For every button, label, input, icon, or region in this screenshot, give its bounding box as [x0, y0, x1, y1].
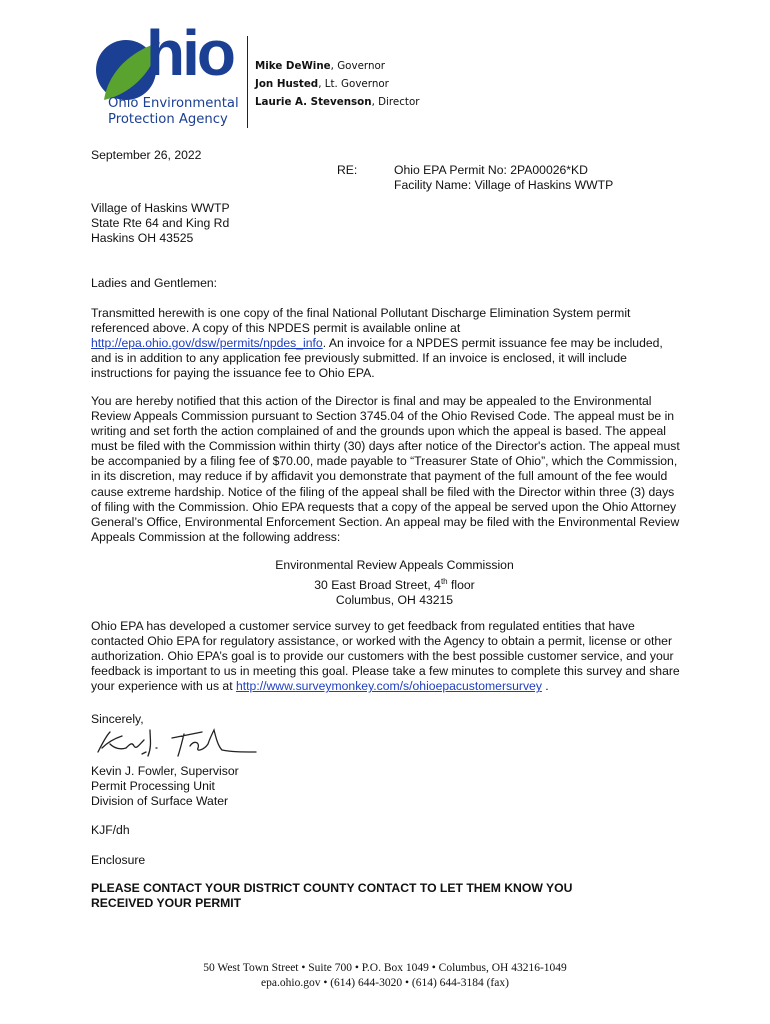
officials-list: [255, 57, 419, 111]
commission-city: Columbus, OH 43215: [335, 593, 454, 608]
logo-subtitle-line2: Protection Agency: [108, 112, 228, 127]
closing: Sincerely,: [91, 712, 144, 726]
recipient-address: [91, 201, 230, 246]
official-lt-governor: Jon Husted, Lt. Governor: [255, 78, 389, 90]
npdes-info-link[interactable]: http://epa.ohio.gov/dsw/permits/npdes_info: [91, 336, 323, 351]
ohio-epa-logo: [88, 17, 248, 130]
commission-address: [91, 558, 698, 609]
signer-unit: Permit Processing Unit: [91, 779, 215, 793]
official-director: Laurie A. Stevenson, Director: [255, 96, 420, 108]
enclosure: Enclosure: [91, 853, 146, 867]
survey-link[interactable]: http://www.surveymonkey.com/s/ohioepacustomersurvey: [235, 679, 542, 694]
logo-wordmark: hio: [146, 17, 233, 89]
commission-street: 30 East Broad Street, 4th floor: [314, 576, 475, 592]
address-line: Haskins OH 43525: [91, 231, 194, 245]
facility-name: Facility Name: Village of Haskins WWTP: [394, 178, 614, 192]
signer-name: Kevin J. Fowler, Supervisor: [91, 764, 239, 778]
paragraph-permit-transmittal: Transmitted herewith is one copy of the final National Pollutant Discharge Elimination System permit referenced above. A copy of this NPDES permit is available online at http://epa.ohio.gov/dsw/permits/npdes_info. An invoice for a NPDES permit issuance fee may be included, and is in addition to any application fee previously submitted. If an invoice is enclosed, it will include instructions for paying the issuance fee to Ohio EPA.: [91, 306, 663, 381]
handwritten-signature: [92, 722, 262, 762]
initials: KJF/dh: [91, 823, 130, 837]
contact-notice: PLEASE CONTACT YOUR DISTRICT COUNTY CONTACT TO LET THEM KNOW YOU RECEIVED YOUR PERMIT: [91, 881, 573, 910]
footer-address: 50 West Town Street • Suite 700 • P.O. Box 1049 • Columbus, OH 43216-1049: [203, 962, 567, 974]
salutation: Ladies and Gentlemen:: [91, 276, 218, 290]
address-line: State Rte 64 and King Rd: [91, 216, 230, 230]
footer: [0, 961, 770, 991]
header-divider: [247, 36, 248, 128]
official-governor: Mike DeWine, Governor: [255, 60, 386, 72]
re-details: [394, 163, 613, 193]
paragraph-survey: Ohio EPA has developed a customer service survey to get feedback from regulated entities that have contacted Ohio EPA for regulatory assistance, or worked with the Agency to obtain a permit, license or other authorization. Ohio EPA’s goal is to provide our customers with the best possible customer service, and your feedback is important to us in meeting this goal. Please take a few minutes to complete this survey and share your experience with us at http://www.surveymonkey.com/s/ohioepacustomersurvey .: [91, 619, 680, 694]
signer-block: [91, 764, 239, 809]
re-label: RE:: [337, 163, 358, 177]
letter-date: September 26, 2022: [91, 148, 202, 162]
address-line: Village of Haskins WWTP: [91, 201, 230, 215]
commission-name: Environmental Review Appeals Commission: [275, 558, 514, 572]
signer-division: Division of Surface Water: [91, 794, 229, 808]
paragraph-appeal-notice: You are hereby notified that this action of the Director is final and may be appealed to the Environmental Review Appeals Commission pursuant to Section 3745.04 of the Ohio Revised Code. The appeal must be in writing and set forth the action complained of and the grounds upon which the appeal is based. The appeal must be filed with the Commission within thirty (30) days after notice of the Director's action. The appeal must be accompanied by a filing fee of $70.00, made payable to “Treasurer State of Ohio”, which the Commission, in its discretion, may reduce if by affidavit you demonstrate that payment of the full amount of the fee would cause extreme hardship. Notice of the filing of the appeal shall be filed with the Director within three (3) days of filing with the Commission. Ohio EPA requests that a copy of the appeal be served upon the Ohio Attorney General’s Office, Environmental Enforcement Section. An appeal may be filed with the Environmental Review Appeals Commission at the following address:: [91, 394, 680, 544]
footer-contact: epa.ohio.gov • (614) 644-3020 • (614) 644-3184 (fax): [261, 977, 509, 989]
permit-number: Ohio EPA Permit No: 2PA00026*KD: [394, 163, 588, 177]
logo-subtitle-line1: Ohio Environmental: [108, 96, 239, 111]
